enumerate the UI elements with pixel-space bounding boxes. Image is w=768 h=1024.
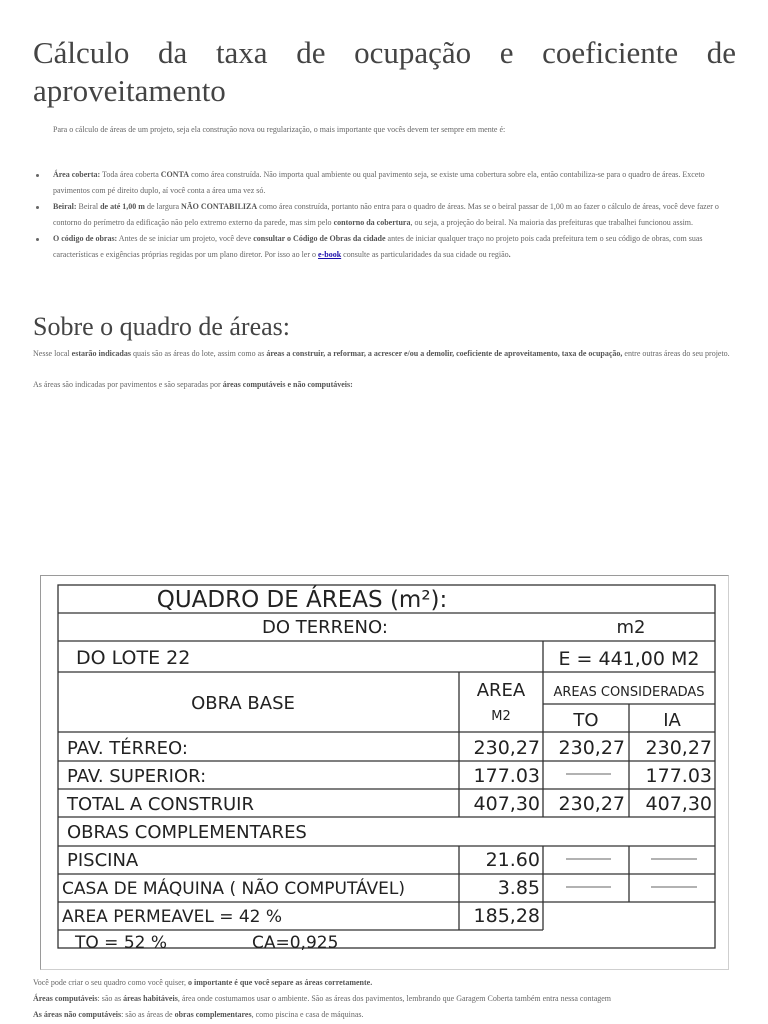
bullet-text: Beiral: [76, 202, 101, 211]
row-ia: 177.03: [645, 765, 712, 787]
ebook-link[interactable]: e-book: [318, 250, 342, 259]
bullet-bold: .: [508, 250, 511, 259]
row-area: 21.60: [485, 849, 540, 871]
bullet-text: de largura: [144, 202, 182, 211]
paragraph-text: Nesse local: [33, 349, 72, 358]
bullet-bold: de até 1,00 m: [100, 202, 145, 211]
footer-text: , área onde costumamos usar o ambiente. São as áreas dos pavimentos, lembrando que Garagem Coberta também entra nessa contagem: [177, 994, 612, 1003]
paragraph-bold: estarão indicadas: [71, 349, 131, 358]
footer-line-3: [33, 1007, 753, 1023]
obra-base-label: OBRA BASE: [191, 693, 295, 714]
list-item: [53, 231, 743, 263]
footer-text: : são as: [97, 994, 124, 1003]
row-label: PAV. SUPERIOR:: [67, 766, 207, 787]
row-label: CASA DE MÁQUINA ( NÃO COMPUTÁVEL): [62, 879, 406, 899]
ia-header: IA: [663, 710, 681, 731]
footer-bold: o importante é que você separe as áreas corretamente.: [188, 978, 373, 987]
lote-label: DO LOTE 22: [76, 647, 191, 669]
terreno-label: DO TERRENO:: [262, 617, 388, 638]
paragraph-text: As áreas são indicadas por pavimentos e são separadas por: [33, 380, 223, 389]
footer-bold: Áreas computáveis: [33, 994, 98, 1003]
bullet-label: Beiral:: [53, 202, 77, 211]
bullet-text: consulte as particularidades da sua cidade ou região: [341, 250, 509, 259]
row-area: 185,28: [473, 905, 540, 927]
bullet-bold: NÃO CONTABILIZA: [181, 202, 258, 211]
list-item: [53, 199, 743, 231]
bullet-text: como área construída. Não importa qual ambiente ou qual pavimento seja, se existe uma cobertura sobre ela, então contabiliza-se para o quadro de áreas. Exceto pavimentos com pé direito duplo, aí você conta a área uma vez só.: [53, 170, 705, 195]
footer-text: Você pode criar o seu quadro como você quiser,: [33, 978, 189, 987]
footer-bold: obras complementares: [174, 1010, 252, 1019]
section-title: Sobre o quadro de áreas:: [33, 312, 291, 341]
ca-result: CA=0,925: [252, 933, 339, 953]
bullet-bold: consultar o Código de Obras da cidade: [253, 234, 386, 243]
list-item: [53, 167, 743, 199]
quadro-image: [40, 575, 729, 970]
bullet-text: como área construída, portanto não entra para o quadro de áreas. Mas se o beiral passar de 1,00 m ao fazer o cálculo de áreas, você deve fazer o contorno do perímetro da edificação não pelo extremo externo da parede, mas sim pelo: [53, 202, 719, 227]
row-label: TOTAL A CONSTRUIR: [67, 794, 254, 815]
paragraph-bold: áreas a construir, a reformar, a acrescer e/ou a demolir, coeficiente de aproveitamento, taxa de ocupação,: [266, 349, 623, 358]
paragraph-computaveis: [33, 377, 733, 392]
bullet-label: Área coberta:: [53, 170, 101, 179]
row-area: 177.03: [473, 765, 540, 787]
paragraph-text: quais são as áreas do lote, assim como as: [131, 349, 267, 358]
area-header: AREA: [476, 680, 526, 701]
page-title: Cálculo da taxa de ocupação e coeficiente de aproveitamento: [33, 35, 736, 108]
bullet-text: antes de iniciar qualquer traço no projeto pois cada prefeitura tem o seu código de obras, com suas características e exigências próprias regidas por um plano diretor. Por isso ao ler o: [53, 234, 703, 259]
area-unit: M2: [491, 709, 511, 724]
row-label: PISCINA: [67, 850, 139, 871]
quadro-title: QUADRO DE ÁREAS (m²):: [156, 587, 448, 613]
bullet-bold: contorno da cobertura: [333, 218, 411, 227]
bullet-text: , ou seja, a projeção do beiral. Na maioria das prefeituras que trabalhei funcionou assim.: [410, 218, 694, 227]
footer-bold: As áreas não computáveis: [33, 1010, 122, 1019]
bullet-bold: CONTA: [160, 170, 190, 179]
row-label: PAV. TÉRREO:: [67, 738, 188, 759]
row-label: AREA PERMEAVEL = 42 %: [62, 907, 283, 927]
intro-text: Para o cálculo de áreas de um projeto, seja ela construção nova ou regularização, o mais importante que vocês devem ter sempre em mente é:: [53, 125, 506, 134]
row-area: 407,30: [473, 793, 540, 815]
row-ia: 230,27: [645, 737, 712, 759]
paragraph-bold: áreas computáveis e não computáveis:: [222, 380, 353, 389]
footer-line-2: [33, 991, 753, 1007]
row-area: 3.85: [497, 877, 540, 899]
paragraph-text: entre outras áreas do seu projeto.: [622, 349, 730, 358]
row-to: 230,27: [558, 737, 625, 759]
bullet-label: O código de obras:: [53, 234, 118, 243]
paragraph-areas: [33, 346, 733, 361]
row-area: 230,27: [473, 737, 540, 759]
row-to: 230,27: [558, 793, 625, 815]
bullet-text: Antes de se iniciar um projeto, você deve: [117, 234, 254, 243]
footer-line-1: [33, 975, 753, 991]
bullet-text: Toda área coberta: [100, 170, 161, 179]
quadro-table: [41, 576, 728, 969]
footer-text: : são as áreas de: [121, 1010, 175, 1019]
footer-text: , como piscina e casa de máquinas.: [251, 1010, 364, 1019]
row-ia: 407,30: [645, 793, 712, 815]
areas-consideradas-header: AREAS CONSIDERADAS: [553, 685, 705, 700]
to-header: TO: [573, 710, 599, 731]
terreno-unit: m2: [616, 617, 646, 638]
complementares-label: OBRAS COMPLEMENTARES: [67, 822, 307, 843]
rules-list: [53, 167, 743, 263]
to-result: TO = 52 %: [75, 933, 168, 953]
footer-bold: áreas habitáveis: [123, 994, 178, 1003]
lote-value: E = 441,00 M2: [558, 648, 700, 670]
